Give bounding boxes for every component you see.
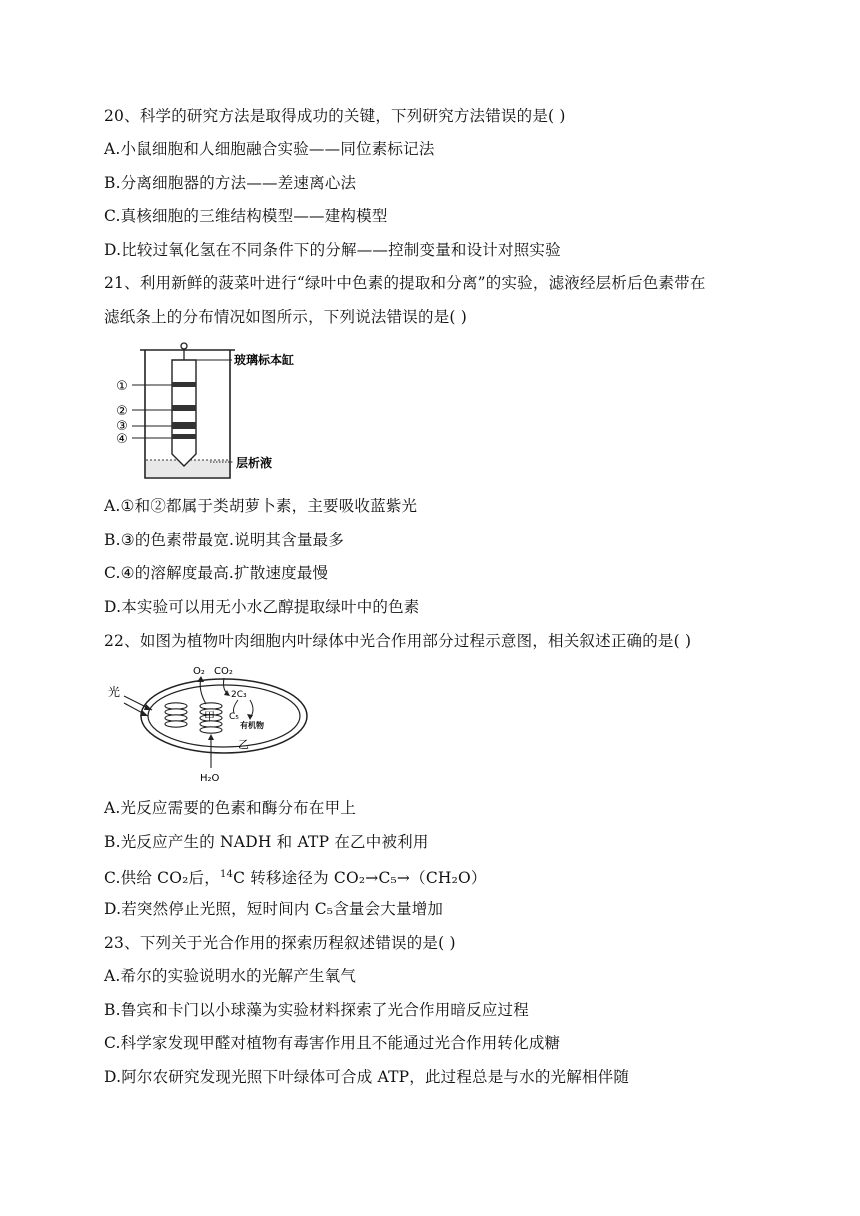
c5-label: C₅ xyxy=(229,712,239,722)
band-label-4: ④ xyxy=(116,432,128,447)
question-20-option-c: C.真核细胞的三维结构模型——建构模型 xyxy=(104,207,388,225)
jar-label: 玻璃标本缸 xyxy=(234,353,295,367)
question-20-option-a: A.小鼠细胞和人细胞融合实验——同位素标记法 xyxy=(104,140,435,158)
question-23-option-b: B.鲁宾和卡门以小球藻为实验材料探索了光合作用暗反应过程 xyxy=(104,1001,529,1019)
organic-label: 有机物 xyxy=(240,721,264,730)
question-21-option-c: C.④的溶解度最高.扩散速度最慢 xyxy=(104,564,329,582)
chloroplast-figure xyxy=(100,660,320,786)
c3-label: 2C₃ xyxy=(231,690,247,700)
chloroplast-outer-membrane xyxy=(141,679,307,753)
question-22-stem: 22、如图为植物叶肉细胞内叶绿体中光合作用部分过程示意图，相关叙述正确的是( ) xyxy=(104,632,692,650)
band-label-2: ② xyxy=(116,404,128,419)
grana-stack-left xyxy=(165,703,187,727)
question-23-option-c: C.科学家发现甲醛对植物有毒害作用且不能通过光合作用转化成糖 xyxy=(104,1034,561,1052)
filter-paper-strip xyxy=(172,360,196,466)
liquid-label: 层析液 xyxy=(236,456,273,470)
question-21-stem-line2: 滤纸条上的分布情况如图所示，下列说法错误的是( ) xyxy=(104,308,468,326)
chromatography-figure xyxy=(100,338,330,488)
question-23-stem: 23、下列关于光合作用的探索历程叙述错误的是( ) xyxy=(104,934,456,952)
option-c-suffix: C 转移途径为 CO₂→C₅→（CH₂O） xyxy=(233,869,487,888)
question-22-option-b: B.光反应产生的 NADH 和 ATP 在乙中被利用 xyxy=(104,833,429,851)
band-label-1: ① xyxy=(116,379,128,394)
o2-label: O₂ xyxy=(193,666,205,677)
question-20-option-b: B.分离细胞器的方法——差速离心法 xyxy=(104,174,357,192)
yi-label: 乙 xyxy=(238,738,249,751)
question-22-option-d: D.若突然停止光照，短时间内 C₅含量会大量增加 xyxy=(104,900,444,918)
question-21-option-d: D.本实验可以用无小水乙醇提取绿叶中的色素 xyxy=(104,598,420,616)
question-22-option-a: A.光反应需要的色素和酶分布在甲上 xyxy=(104,799,357,817)
jia-label: 甲 xyxy=(204,710,215,723)
isotope-superscript: 14 xyxy=(219,869,234,880)
pigment-band-1 xyxy=(172,382,196,387)
pigment-band-3 xyxy=(172,422,196,429)
question-22-option-c xyxy=(104,864,487,889)
pigment-band-4 xyxy=(172,434,196,439)
option-c-prefix: C.供给 CO₂后， xyxy=(104,869,220,888)
question-21-stem-line1: 21、利用新鲜的菠菜叶进行“绿叶中色素的提取和分离”的实验，滤液经层析后色素带在 xyxy=(104,274,706,292)
question-20-stem: 20、科学的研究方法是取得成功的关键，下列研究方法错误的是( ) xyxy=(104,107,566,125)
h2o-label: H₂O xyxy=(200,773,220,784)
question-23-option-d: D.阿尔农研究发现光照下叶绿体可合成 ATP，此过程总是与水的光解相伴随 xyxy=(104,1068,630,1086)
question-21-option-a: A.①和②都属于类胡萝卜素，主要吸收蓝紫光 xyxy=(104,497,418,515)
question-23-option-a: A.希尔的实验说明水的光解产生氧气 xyxy=(104,967,357,985)
band-label-3: ③ xyxy=(116,419,128,434)
question-21-option-b: B.③的色素带最宽.说明其含量最多 xyxy=(104,531,345,549)
co2-label: CO₂ xyxy=(214,666,233,677)
question-20-option-d: D.比较过氧化氢在不同条件下的分解——控制变量和设计对照实验 xyxy=(104,241,561,259)
light-label: 光 xyxy=(108,685,121,699)
pigment-band-2 xyxy=(172,405,196,411)
